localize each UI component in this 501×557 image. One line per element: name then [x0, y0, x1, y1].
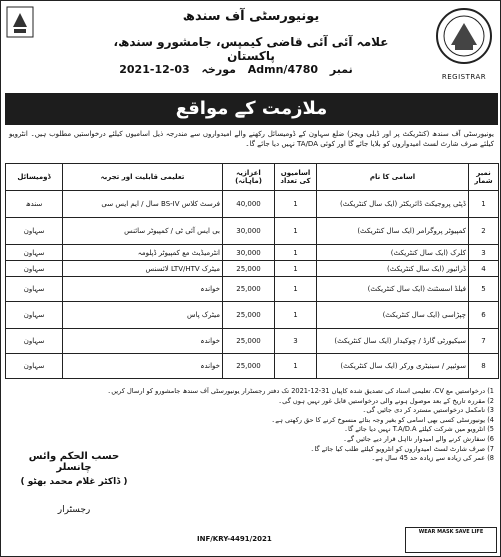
table-row	[6, 261, 499, 277]
date-label: مورخہ	[201, 63, 236, 76]
cell-post: سوئیپر / سینیٹری ورکر (ایک سال کنٹریکٹ)	[317, 354, 469, 379]
cell-post: ڈپٹی پروجیکٹ ڈائریکٹر (ایک سال کنٹریکٹ)	[317, 191, 469, 218]
cell-salary: 40,000	[223, 191, 275, 218]
cell-domicile: سہاون	[6, 329, 63, 354]
cell-domicile: سندھ	[6, 191, 63, 218]
signature-block	[19, 451, 129, 515]
note-item: 4) یونیورسٹی کسی بھی اسامی کو بغیر وجہ بتائے منسوخ کرنے کا حق رکھتی ہے۔	[271, 415, 494, 424]
cell-qualification: میٹرک پاس	[63, 302, 223, 329]
cell-sn: 8	[469, 354, 499, 379]
cell-sn: 6	[469, 302, 499, 329]
cell-qualification: انٹرمیڈیٹ مع کمپیوٹر ڈپلومہ	[63, 245, 223, 261]
cell-count: 3	[275, 329, 317, 354]
note-item: 2) مقررہ تاریخ کے بعد موصول ہونے والی درخواستیں قابل غور نہیں ہوں گی۔	[278, 396, 494, 405]
cell-post: چپڑاسی (ایک سال کنٹریکٹ)	[317, 302, 469, 329]
note-item: 3) نامکمل درخواستیں مسترد کر دی جائیں گی۔	[362, 406, 494, 415]
university-title: یونیورسٹی آف سندھ	[182, 9, 320, 24]
cell-qualification: خواندہ	[63, 329, 223, 354]
cell-salary: 25,000	[223, 302, 275, 329]
cell-sn: 2	[469, 218, 499, 245]
university-seal-icon	[433, 7, 495, 65]
registrar-label: REGISTRAR	[441, 73, 487, 81]
govt-logo-icon	[5, 5, 35, 39]
cell-count: 1	[275, 218, 317, 245]
reference-line	[111, 63, 361, 76]
intro-paragraph: یونیورسٹی آف سندھ (کنٹریکٹ پر اور ڈیلی ویجز) ضلع سہاون کے ڈومیسائل رکھنے والے امیدواروں سے مندرجہ ذیل اسامیوں کیلئے درخواستیں مطلوب ہیں۔ انٹرویو کیلئے صرف شارٹ لسٹ امیدواروں کو بلایا جائے گا اور کوئی TA/DA نہیں دیا جائے گا۔	[9, 130, 494, 148]
signatory-name: ( ڈاکٹر غلام محمد بھٹو )	[20, 477, 128, 487]
cell-salary: 25,000	[223, 329, 275, 354]
cell-salary: 30,000	[223, 218, 275, 245]
cell-qualification: خواندہ	[63, 354, 223, 379]
cell-domicile: سہاون	[6, 354, 63, 379]
cell-salary: 25,000	[223, 277, 275, 302]
cell-post: کلرک (ایک سال کنٹریکٹ)	[317, 245, 469, 261]
note-item: 6) سفارش کرنے والے امیدوار نااہل قرار دیے جائیں گے۔	[343, 434, 494, 443]
cell-sn: 5	[469, 277, 499, 302]
header-salary: اعزازیہ (ماہانہ)	[223, 164, 275, 191]
cell-domicile: سہاون	[6, 245, 63, 261]
header-qualification: تعلیمی قابلیت اور تجربہ	[63, 164, 223, 191]
wear-mask-badge: WEAR MASK SAVE LIFE	[405, 527, 497, 553]
cell-domicile: سہاون	[6, 261, 63, 277]
cell-sn: 7	[469, 329, 499, 354]
cell-salary: 25,000	[223, 354, 275, 379]
signature-order-line: حسب الحکم وائس چانسلر	[28, 451, 120, 473]
table-row	[6, 245, 499, 261]
header-count: اسامیوں کی تعداد	[275, 164, 317, 191]
cell-qualification: فرسٹ کلاس BS-IV سال / ایم ایس سی	[63, 191, 223, 218]
cell-domicile: سہاون	[6, 277, 63, 302]
date-value: 03-12-2021	[119, 63, 190, 76]
table-row	[6, 354, 499, 379]
cell-domicile: سہاون	[6, 218, 63, 245]
signatory-role: رجسٹرار	[57, 505, 91, 515]
cell-count: 1	[275, 302, 317, 329]
cell-qualification: خواندہ	[63, 277, 223, 302]
cell-qualification: میٹرک LTV/HTV لائسنس	[63, 261, 223, 277]
cell-sn: 1	[469, 191, 499, 218]
cell-sn: 3	[469, 245, 499, 261]
header-domicile: ڈومیسائل	[6, 164, 63, 191]
cell-count: 1	[275, 354, 317, 379]
cell-salary: 25,000	[223, 261, 275, 277]
cell-count: 1	[275, 261, 317, 277]
note-item: 5) انٹرویو میں شرکت کیلئے T.A/D.A نہیں دیا جائے گا۔	[344, 425, 494, 434]
table-row	[6, 302, 499, 329]
cell-qualification: بی ایس آئی ٹی / کمپیوٹر سائنس	[63, 218, 223, 245]
note-item: 8) عمر کی زیادہ سے زیادہ حد 45 سال ہے۔	[371, 454, 494, 463]
table-row	[6, 277, 499, 302]
table-row	[6, 218, 499, 245]
cell-domicile: سہاون	[6, 302, 63, 329]
header	[1, 1, 501, 91]
cell-count: 1	[275, 191, 317, 218]
cell-salary: 30,000	[223, 245, 275, 261]
cell-post: کمپیوٹر پروگرامر (ایک سال کنٹریکٹ)	[317, 218, 469, 245]
note-item: 7) صرف شارٹ لسٹ امیدواروں کو انٹرویو کیلئے طلب کیا جائے گا۔	[310, 444, 494, 453]
cell-count: 1	[275, 245, 317, 261]
cell-post: فیلڈ اسسٹنٹ (ایک سال کنٹریکٹ)	[317, 277, 469, 302]
number-value: Admn/4780	[247, 63, 319, 76]
table-row	[6, 191, 499, 218]
cell-sn: 4	[469, 261, 499, 277]
cell-post: سیکیورٹی گارڈ / چوکیدار (ایک سال کنٹریکٹ)	[317, 329, 469, 354]
header-post: اسامی کا نام	[317, 164, 469, 191]
cell-count: 1	[275, 277, 317, 302]
note-item: 1) درخواستیں مع CV، تعلیمی اسناد کی تصدیق شدہ کاپیاں 31-12-2021 تک دفتر رجسٹرار یونیورسٹی آف سندھ جامشورو کو ارسال کریں۔	[107, 387, 494, 395]
table-row	[6, 329, 499, 354]
inf-code: INF/KRY-4491/2021	[197, 535, 272, 543]
jobs-table	[5, 163, 499, 379]
campus-address: علامہ آئی آئی قاضی کیمپس، جامشورو سندھ، پاکستان	[113, 35, 389, 63]
jobs-banner: ملازمت کے مواقع	[5, 93, 498, 125]
number-label: نمبر	[329, 63, 353, 76]
header-sn: نمبر شمار	[469, 164, 499, 191]
table-header-row	[6, 164, 499, 191]
cell-post: ڈرائیور (ایک سال کنٹریکٹ)	[317, 261, 469, 277]
